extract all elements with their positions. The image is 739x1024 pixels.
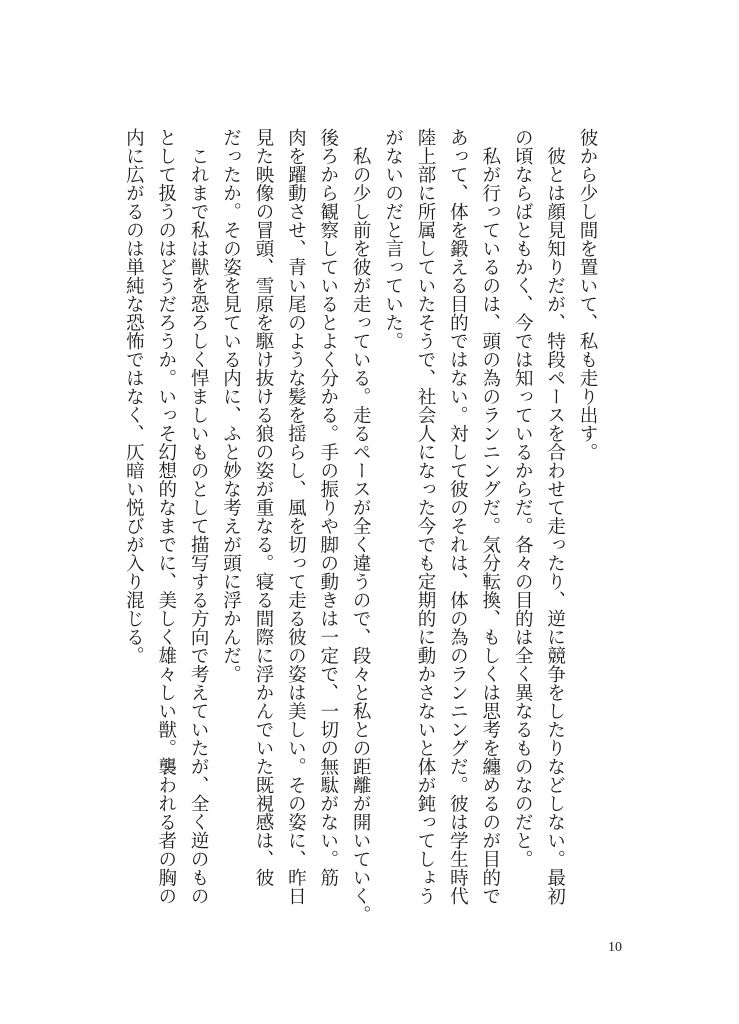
text-line: これまで私は獣を恐ろしく悍ましいものとして描写する方向で考えていたが、全く逆のもの: [188, 128, 210, 905]
page-number: 10: [608, 940, 622, 955]
text-line: 彼から少し間を置いて、私も走り出す。: [577, 128, 598, 461]
vertical-text-body: [123, 128, 603, 924]
text-line: あって、体を鍛える目的ではない。対して彼のそれは、体の為のランニングだ。彼は学生時代: [447, 128, 469, 905]
text-line: 内に広がるのは単純な恐怖ではなく、仄暗い悦びが入り混じる。: [123, 128, 145, 665]
text-line: 見た映像の冒頭、雪原を駆け抜ける狼の姿が重なる。寝る間際に浮かんでいた既視感は、彼: [252, 128, 274, 887]
text-line: 私の少し前を彼が走っている。走るペースが全く違うので、段々と私との距離が開いていく。: [350, 128, 372, 924]
text-line: だったか。その姿を見ている内に、ふと妙な考えが頭に浮かんだ。: [220, 128, 242, 683]
text-line: 陸上部に所属していたそうで、社会人になった今でも定期的に動かさないと体が鈍ってしょう: [414, 128, 436, 905]
text-line: 彼とは顔見知りだが、特段ペースを合わせて走ったり、逆に競争をしたりなどしない。最初: [544, 128, 566, 905]
text-line: 肉を躍動させ、青い尾のような髪を揺らし、風を切って走る彼の姿は美しい。その姿に、昨日: [285, 128, 307, 905]
text-line: 後ろから観察しているとよく分かる。手の振りや脚の動きは一定で、一切の無駄がない。筋: [317, 128, 339, 887]
text-line: がないのだと言っていた。: [382, 128, 404, 350]
text-line: 私が行っているのは、頭の為のランニングだ。気分転換、もしくは思考を纏めるのが目的で: [479, 128, 501, 905]
text-line: の頃ならばともかく、今では知っているからだ。各々の目的は全く異なるものなのだと。: [512, 128, 534, 868]
text-line: として扱うのはどうだろうか。いっそ幻想的なまでに、美しく雄々しい獣。襲われる者の胸の: [155, 128, 177, 905]
